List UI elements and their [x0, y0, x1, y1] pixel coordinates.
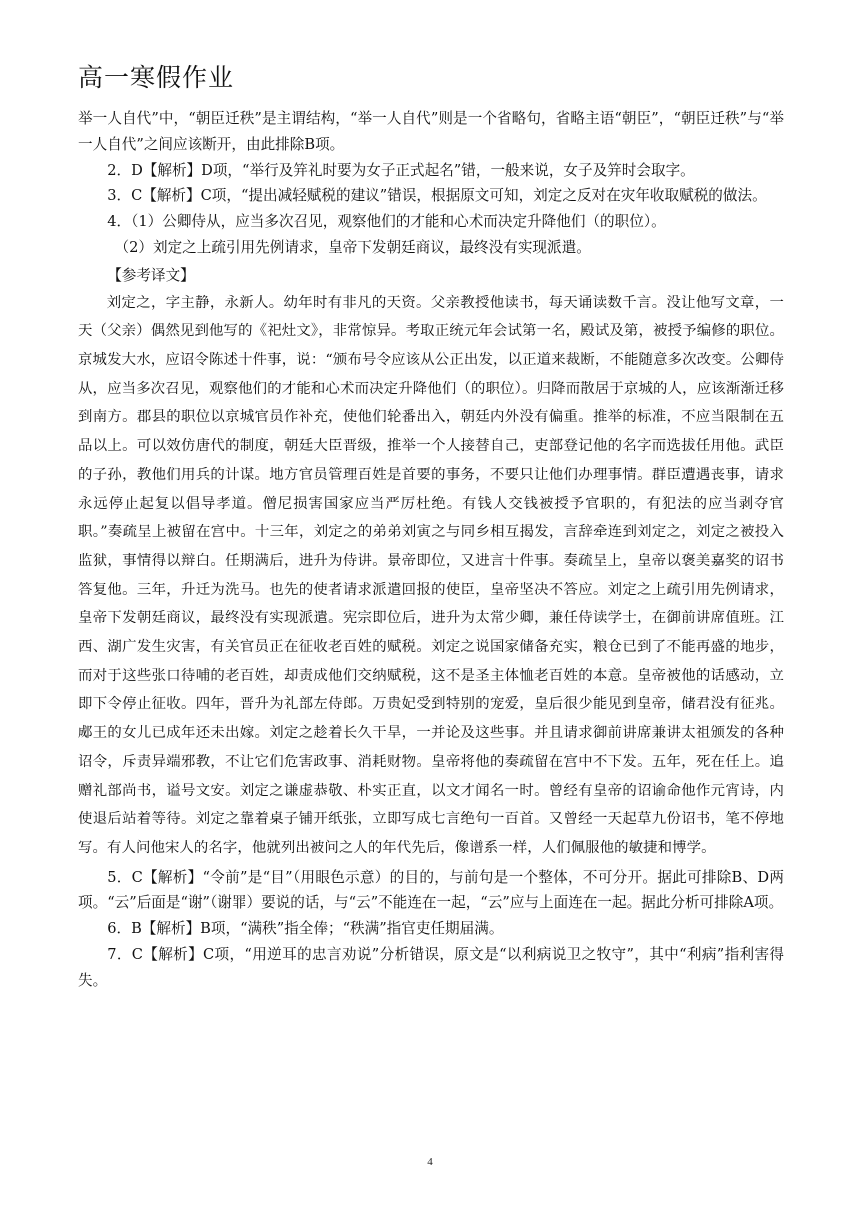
answer-3: 3．C【解析】C项，“提出减轻赋税的建议”错误，根据原文可知，刘定之反对在灾年收取赋税的做法。 — [107, 187, 767, 205]
header-title: 高一寒假作业 — [78, 63, 235, 92]
page-number: 4 — [427, 1156, 433, 1168]
paragraph-continuation: 举一人自代”中，“朝臣迁秩”是主谓结构，“举一人自代”则是一个省略句，省略主语“朝臣”，“朝臣迁秩”与“举一人自代”之间应该断开，由此排除B项。 — [78, 110, 784, 153]
translation-text: 刘定之，字主静，永新人。幼年时有非凡的天资。父亲教授他读书，每天诵读数千言。没让他写文章，一天（父亲）偶然见到他写的《祀灶文》，非常惊异。考取正统元年会试第一名，殿试及第，被授予编修的职位。京城发大水，应诏令陈述十件事，说：“颁布号令应该从公正出发，以正道来裁断，不能随意多次改变。公卿侍从，应当多次召见，观察他们的才能和心术而决定升降他们（的职位）。归降而散居于京城的人，应该渐渐迁移到南方。郡县的职位以京城官员作补充，使他们轮番出入，朝廷内外没有偏重。推举的标准，不应当限制在五品以上。可以效仿唐代的制度，朝廷大臣晋级，推举一个人接替自己，吏部登记他的名字而选拔任用他。武臣的子孙，教他们用兵的计谋。地方官员管理百姓是首要的事务，不要只让他们办理事情。群臣遭遇丧事，请求永远停止起复以倡导孝道。僧尼损害国家应当严厉杜绝。有钱人交钱被授予官职的，有犯法的应当剥夺官职。”奏疏呈上被留在宫中。十三年，刘定之的弟弟刘寅之与同乡相互揭发，言辞牵连到刘定之，刘定之被投入监狱，事情得以辩白。任期满后，进升为侍讲。景帝即位，又进言十件事。奏疏呈上，皇帝以褒美嘉奖的诏书答复他。三年，升迁为洗马。也先的使者请求派遣回报的使臣，皇帝坚决不答应。刘定之上疏引用先例请求，皇帝下发朝廷商议，最终没有实现派遣。宪宗即位后，进升为太常少卿，兼任侍读学士，在御前讲席值班。江西、湖广发生灾害，有关官员正在征收老百姓的赋税。刘定之说国家储备充实，粮仓已到了不能再盛的地步，而对于这些张口待哺的老百姓，却责成他们交纳赋税，这不是圣主体恤老百姓的本意。皇帝被他的话感动，立即下令停止征收。四年，晋升为礼部左侍郎。万贵妃受到特别的宠爱，皇后很少能见到皇帝，储君没有征兆。郕王的女儿已成年还未出嫁。刘定之趁着长久干旱，一并论及这些事。并且请求御前讲席兼讲太祖颁发的各种诏令，斥责异端邪教，不让它们危害政事、消耗财物。皇帝将他的奏疏留在宫中不下发。五年，死在任上。追赠礼部尚书，谥号文安。刘定之谦虚恭敬、朴实正直，以文才闻名一时。曾经有皇帝的诏谕命他作元宵诗，内使退后站着等待。刘定之靠着桌子铺开纸张，立即写成七言绝句一百首。又曾经一天起草九份诏书，笔不停地写。有人问他宋人的名字，他就列出被问之人的年代先后，像谱系一样，人们佩服他的敏捷和博学。 — [78, 294, 784, 856]
answer-7: 7．C【解析】C项，“用逆耳的忠言劝说”分析错误，原文是“以利病说卫之牧守”，其中“利病”指利害得失。 — [78, 946, 784, 989]
document-body — [78, 106, 784, 994]
answer-4-part-2: （2）刘定之上疏引用先例请求，皇帝下发朝廷商议，最终没有实现派遣。 — [114, 238, 591, 256]
answer-2: 2．D【解析】D项，“举行及笄礼时要为女子正式起名”错，一般来说，女子及笄时会取字。 — [107, 161, 695, 179]
translation-heading: 【参考译文】 — [107, 266, 195, 284]
answer-6: 6．B【解析】B项，“满秩”指全俸；“秩满”指官吏任期届满。 — [107, 920, 504, 938]
answer-4-part-1: 4．（1）公卿侍从，应当多次召见，观察他们的才能和心术而决定升降他们（的职位）。 — [107, 213, 666, 231]
answer-5: 5．C【解析】“令前”是“目”（用眼色示意）的目的，与前句是一个整体，不可分开。据此可排除B、D两项。“云”后面是“谢”（谢罪）要说的话，与“云”不能连在一起，“云”应与上面连在一起。据此分析可排除A项。 — [78, 868, 784, 912]
